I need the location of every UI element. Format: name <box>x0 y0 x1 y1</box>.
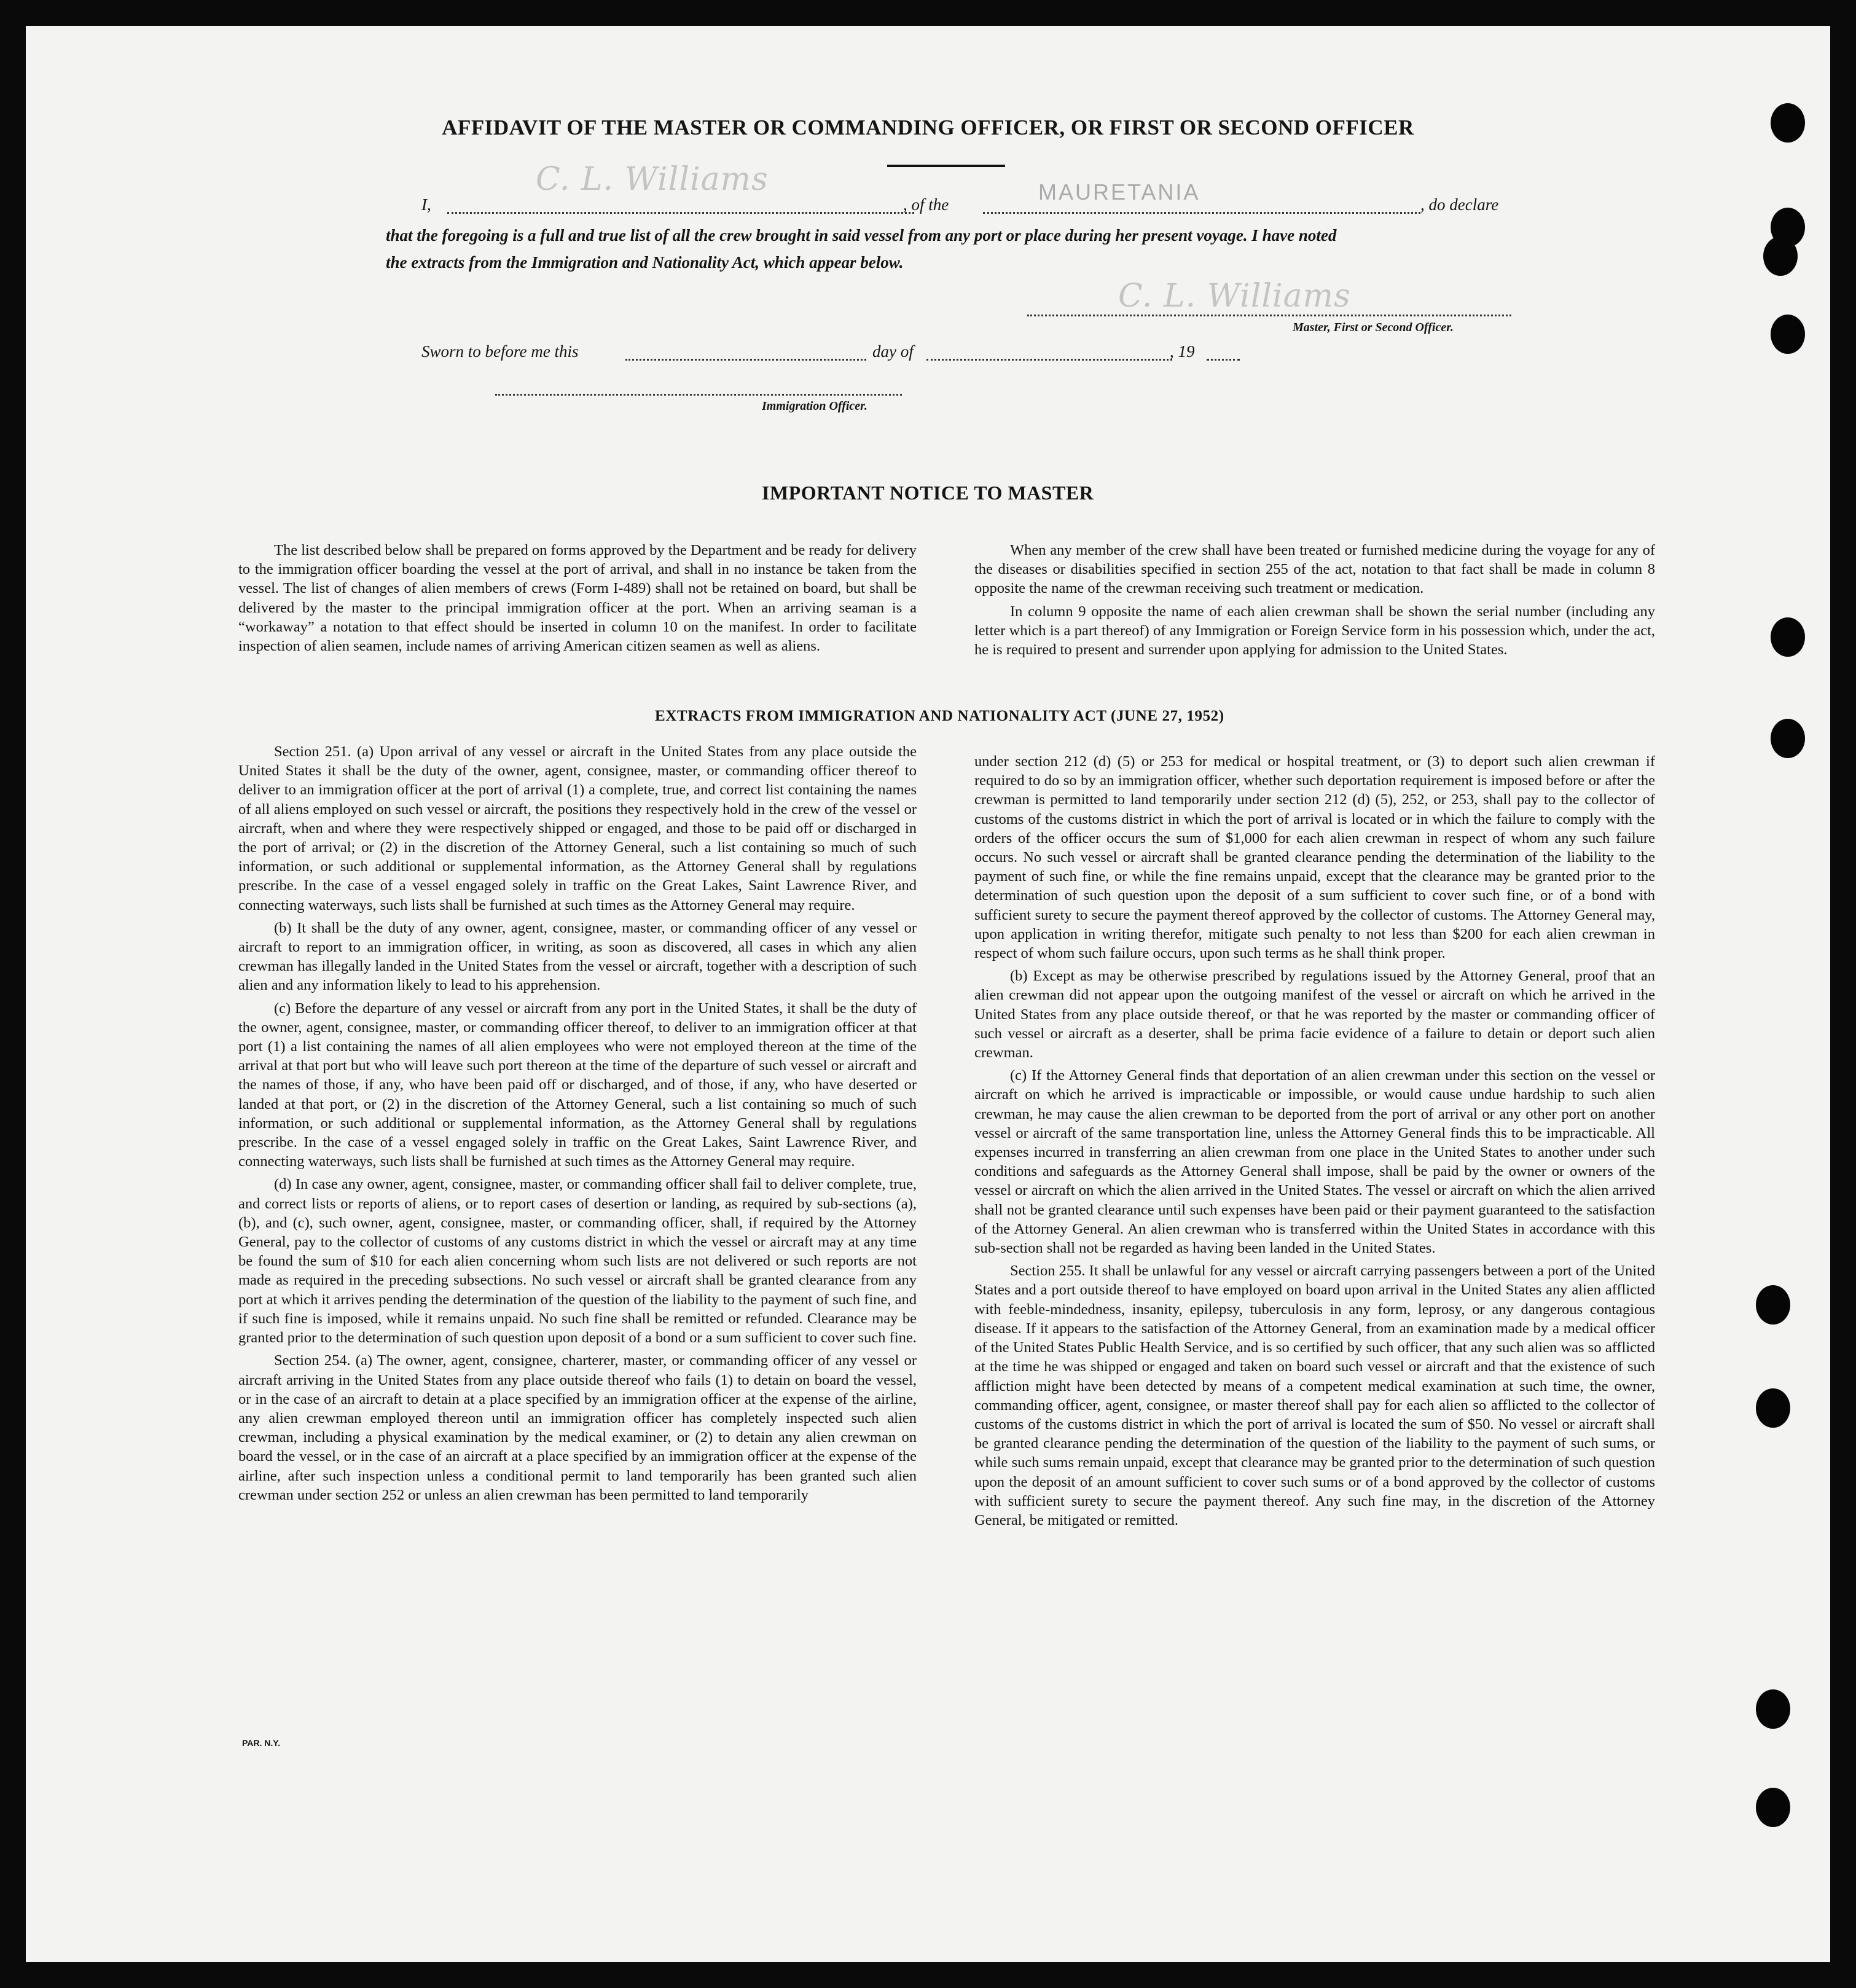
punch-hole <box>1756 1285 1790 1325</box>
notice-left-column <box>238 541 917 655</box>
punch-hole <box>1771 315 1805 354</box>
vessel-blank <box>983 212 1420 214</box>
sworn-month-blank <box>926 359 1172 361</box>
statute-paragraph: Section 251. (a) Upon arrival of any vessel or aircraft in the United States from any place outside the United States it shall be the duty of the owner, agent, consignee, master, or commanding officer thereof to deliver to an immigration officer at the port of arrival (1) a complete, true, and correct list containing the names of all aliens employed on such vessel or aircraft, the positions they respectively hold in the crew of the vessel or aircraft, when and where they were respectively shipped or engaged, and those to be paid off or discharged in the port of arrival; or (2) in the discretion of the Attorney General, such a list containing so much of such information, or such additional or supplemental information, as the Attorney General shall by regulations prescribe. In the case of a vessel engaged solely in traffic on the Great Lakes, Saint Lawrence River, and connecting waterways, such lists shall be furnished at such times as the Attorney General may require. <box>238 743 917 914</box>
do-declare-label: , do declare <box>1420 195 1499 214</box>
signature: C. L. Williams <box>1118 278 1351 315</box>
day-of-label: day of <box>872 342 914 361</box>
punch-hole <box>1771 719 1805 758</box>
extracts-title: EXTRACTS FROM IMMIGRATION AND NATIONALITY ACT (JUNE 27, 1952) <box>655 708 1224 724</box>
punch-hole <box>1771 617 1805 657</box>
extracts-left-column <box>238 742 917 1505</box>
notice-paragraph: The list described below shall be prepared on forms approved by the Department and be ready for delivery to the immigration officer boarding the vessel at the port of arrival, and shall in no instance be taken from the vessel. The list of changes of alien members of crews (Form I-489) shall not be retained on board, but shall be delivered by the master to the principal immigration officer at the port. When an arriving seaman is a “workaway” a notation to that effect should be inserted in column 10 on the manifest. In order to facilitate inspection of alien seamen, include names of arriving American citizen seamen as well as aliens. <box>238 542 917 655</box>
declaration-line-2: the extracts from the Immigration and Nationality Act, which appear below. <box>386 253 904 272</box>
document-title: AFFIDAVIT OF THE MASTER OR COMMANDING OFFICER, OR FIRST OR SECOND OFFICER <box>442 115 1414 139</box>
sworn-label: Sworn to before me this <box>421 342 579 361</box>
extracts-right-column <box>974 752 1655 1530</box>
notice-title: IMPORTANT NOTICE TO MASTER <box>762 482 1094 504</box>
signature-caption: Master, First or Second Officer. <box>1293 321 1454 334</box>
vessel-stamp: MAURETANIA <box>1038 179 1200 205</box>
signature-line <box>1027 315 1511 316</box>
sworn-day-blank <box>625 359 866 361</box>
notice-paragraph: In column 9 opposite the name of each alien crewman shall be shown the serial number (including any letter which is a part thereof) of any Immigration or Foreign Service form in his possession which, under the act, he is required to present and surrender upon applying for admission to the United States. <box>974 603 1655 659</box>
statute-paragraph: (b) It shall be the duty of any owner, agent, consignee, master, or commanding officer of any vessel or aircraft to report to an immigration officer, in writing, as soon as discovered, all cases in which any alien crewman has illegally landed in the United States from the vessel or aircraft, together with a description of such alien and any information likely to lead to his apprehension. <box>238 919 917 994</box>
punch-hole <box>1756 1388 1790 1428</box>
i-label: I, <box>421 195 431 214</box>
statute-paragraph: (c) If the Attorney General finds that deportation of an alien crewman under this section on the vessel or aircraft on which he arrived is impracticable or impossible, or would cause undue hardship to such alien crewman, he may cause the alien crewman to be deported from the port of arrival or any other port on another vessel or aircraft of the same transportation line, unless the Attorney General finds this to be impracticable. All expenses incurred in transferring an alien crewman from one place in the United States to another under such conditions and safeguards as the Attorney General shall impose, shall be paid by the owner or owners of the vessel or aircraft on which the alien arrived in the United States. The vessel or aircraft on which the alien arrived shall not be granted clearance until such expenses have been paid or their payment guaranteed to the satisfaction of the Attorney General. An alien crewman who is transferred within the United States in accordance with this sub-section shall not be regarded as having been landed in the United States. <box>974 1067 1655 1257</box>
punch-hole <box>1763 237 1798 276</box>
year-blank <box>1207 359 1240 361</box>
statute-paragraph: (b) Except as may be otherwise prescribed by regulations issued by the Attorney General, proof that an alien crewman did not appear upon the outgoing manifest of the vessel or aircraft on which he arrived in the United States from any place outside thereof, or that he was reported by the master or commanding officer of such vessel or aircraft as a deserter, shall be prima facie evidence of a failure to detain or deport such alien crewman. <box>974 968 1655 1062</box>
immigration-officer-line <box>495 394 902 396</box>
immigration-officer-caption: Immigration Officer. <box>762 399 867 413</box>
statute-paragraph: (c) Before the departure of any vessel or aircraft from any port in the United States, it shall be the duty of the owner, agent, consignee, master, or commanding officer thereof, to deliver to an immigration officer at that port (1) a list containing the names of all alien employees who were not employed thereon at the time of the arrival at that port but who will leave such port thereon at the time of the departure of such vessel or aircraft and the names of those, if any, who have been paid off or discharged, and of those, if any, who have deserted or landed at that port, or (2) in the discretion of the Attorney General, such a list containing so much of such information, or such additional or supplemental information, as the Attorney General shall by regulations prescribe. In the case of a vessel engaged solely in traffic on the Great Lakes, Saint Lawrence River, and connecting waterways, such lists shall be furnished at such times as the Attorney General may require. <box>238 1000 917 1170</box>
notice-right-column <box>974 541 1655 659</box>
statute-paragraph: under section 212 (d) (5) or 253 for medical or hospital treatment, or (3) to deport such alien crewman if required to do so by an immigration officer, whether such deportation requirement is imposed before or after the crewman is permitted to land temporarily under section 212 (d) (5), 252, or 253, shall pay to the collector of customs of the customs district in which the port of arrival is located or in which the failure to comply with the orders of the officer occurs the sum of $1,000 for each alien crewman in respect of whom any such failure occurs. No such vessel or aircraft shall be granted clearance pending the determination of the liability to the payment of such fine, or while the fine remains unpaid, except that the clearance may be granted prior to the determination of such question upon the deposit of a sum sufficient to cover such fine, or of a bond with sufficient surety to secure the payment thereof approved by the collector of customs. The Attorney General may, upon application in writing therefor, mitigate such penalty to not less than $200 for each alien crewman in respect of whom such failure occurs, upon such terms as he shall think proper. <box>974 753 1655 962</box>
title-rule <box>887 165 1005 167</box>
statute-paragraph: (d) In case any owner, agent, consignee, master, or commanding officer shall fail to deliver complete, true, and correct lists or reports of aliens, or to report cases of desertion or landing, as required by sub-sections (a), (b), and (c), such owner, agent, consignee, master, or commanding officer, shall, if required by the Attorney General, pay to the collector of customs of any customs district in which the vessel or aircraft may at any time be found the sum of $10 for each alien concerning whom such lists are not delivered or such reports are not made as required in the preceding subsections. No such vessel or aircraft shall be granted clearance from any port at which it arrives pending the determination of the question of the liability to the payment of such fine, and if such fine is imposed, while it remains unpaid. No such fine shall be remitted or refunded. Clearance may be granted prior to the determination of such question upon deposit of a bond or a sum sufficient to cover such fine. <box>238 1176 917 1347</box>
notice-paragraph: When any member of the crew shall have been treated or furnished medicine during the voyage for any of the diseases or disabilities specified in section 255 of the act, notation to that fact shall be made in column 8 opposite the name of the crewman receiving such treatment or medication. <box>974 542 1655 597</box>
punch-hole <box>1756 1689 1790 1729</box>
handwritten-name: C. L. Williams <box>536 161 769 198</box>
declaration-line-1: that the foregoing is a full and true list of all the crew brought in said vessel from any port or place during her present voyage. I have noted <box>386 226 1337 245</box>
year-label: , 19 <box>1170 342 1195 361</box>
statute-paragraph: Section 254. (a) The owner, agent, consignee, charterer, master, or commanding officer of any vessel or aircraft arriving in the United States from any place outside thereof who fails (1) to detain on board the vessel, or in the case of an aircraft to detain at a place specified by an immigration officer at the expense of the airline, any alien crewman employed thereon until an immigration officer has completely inspected such alien crewman, including a physical examination by the medical examiner, or (2) to detain any alien crewman on board the vessel, or in the case of an aircraft at a place specified by an immigration officer at the expense of the airline, after such inspection unless a conditional permit to land temporarily has been granted such alien crewman under section 252 or unless an alien crewman has been permitted to land temporarily <box>238 1352 917 1503</box>
printer-mark: PAR. N.Y. <box>242 1738 280 1748</box>
statute-paragraph: Section 255. It shall be unlawful for any vessel or aircraft carrying passengers between a port of the United States and a port outside thereof to have employed on board upon arrival in the United States any alien afflicted with feeble-mindedness, insanity, epilepsy, tuberculosis in any form, leprosy, or any dangerous contagious disease. If it appears to the satisfaction of the Attorney General, from an examination made by a medical officer of the United States Public Health Service, and is so certified by such officer, that any such alien was so afflicted at the time he was shipped or engaged and taken on board such vessel or aircraft and that the existence of such affliction might have been detected by means of a competent medical examination at such time, the owner, commanding officer, agent, consignee, or master thereof shall pay for each alien so afflicted to the collector of customs of the customs district in which the port of arrival is located the sum of $50. No vessel or aircraft shall be granted clearance pending the determination of the question of the liability to the payment of such sums, or while such sums remain unpaid, except that clearance may be granted prior to the determination of such question upon the deposit of an amount sufficient to cover such sums or of a bond approved by the collector of customs with sufficient surety to secure the payment thereof. Any such fine may, in the discretion of the Attorney General, be mitigated or remitted. <box>974 1262 1655 1528</box>
name-blank <box>447 212 914 214</box>
of-the-label: , of the <box>903 195 949 214</box>
punch-hole <box>1756 1788 1790 1827</box>
